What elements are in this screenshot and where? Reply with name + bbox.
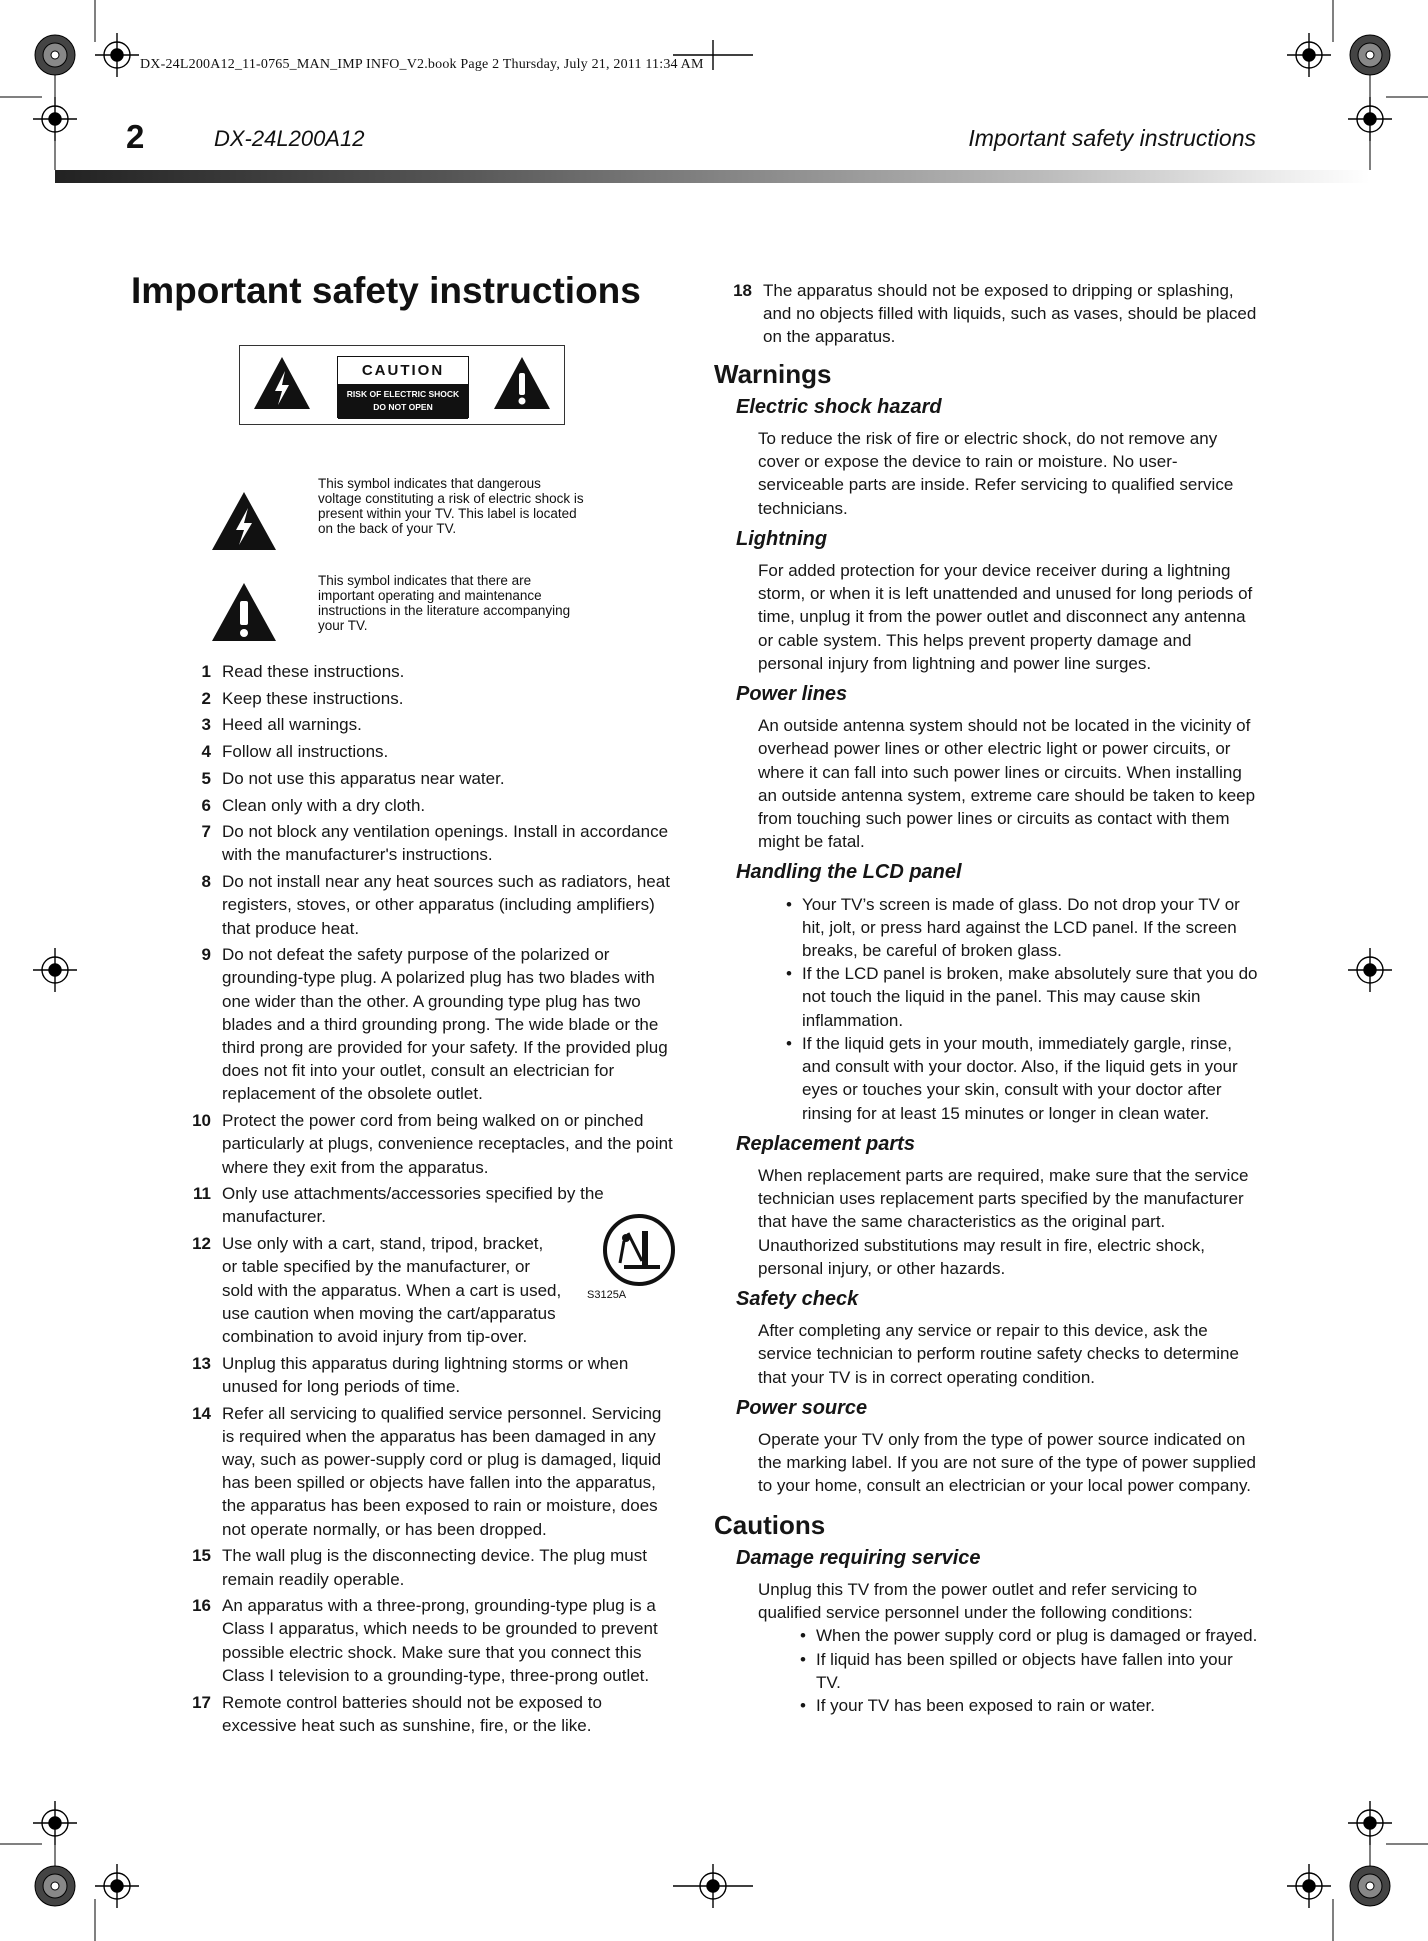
instruction-number: 14: [192, 1403, 211, 1423]
bullet-item: • If liquid has been spilled or objects have fallen into your TV.: [772, 1648, 1259, 1694]
instruction-number: 13: [192, 1353, 211, 1373]
page-title: Important safety instructions: [131, 270, 641, 311]
caution-line-1: RISK OF ELECTRIC SHOCK: [346, 389, 460, 399]
caution-line-2: DO NOT OPEN: [373, 402, 433, 412]
bullet-item: • If your TV has been exposed to rain or water.: [772, 1694, 1259, 1717]
section-heading: Power source: [736, 1396, 868, 1419]
section-heading: Lightning: [736, 527, 828, 550]
exclamation-icon: [210, 581, 278, 643]
instruction-item: [173, 713, 673, 736]
instruction-text: Do not install near any heat sources such as radiators, heat registers, stoves, or other apparatus (including amplifiers) that produce heat.: [222, 872, 670, 938]
warnings-heading: Warnings: [714, 358, 832, 389]
instruction-number: 10: [192, 1111, 211, 1131]
section-heading: Replacement parts: [736, 1132, 915, 1155]
instruction-item: [173, 767, 673, 790]
bullet-item: • When the power supply cord or plug is damaged or frayed.: [772, 1624, 1259, 1647]
instruction-item: [714, 279, 1259, 349]
instruction-item: [173, 1691, 673, 1737]
section-heading: Power lines: [736, 683, 848, 706]
voltage-symbol-description: This symbol indicates that dangerous voltage constituting a risk of electric shock is present within your TV. This label is located on the back of your TV.: [318, 476, 584, 536]
instruction-item: [173, 943, 673, 1105]
instruction-number: 12: [192, 1234, 211, 1254]
instruction-text: Protect the power cord from being walked on or pinched particularly at plugs, convenience receptacles, and the point where they exit from the apparatus.: [222, 1111, 673, 1177]
instruction-text: Do not defeat the safety purpose of the polarized or grounding-type plug. A polarized plug has two blades with one wider than the other. A grounding type plug has two blades and a third grounding prong. The wide blade or the third prong are provided for your safety. If the provided plug does not fit into your outlet, consult an electrician for replacement of the obsolete outlet.: [222, 945, 668, 1104]
instruction-number: 3: [201, 715, 211, 735]
caution-label: [239, 345, 565, 425]
instruction-text: The apparatus should not be exposed to dripping or splashing, and no objects filled with liquids, such as vases, should be placed on the apparatus.: [763, 281, 1257, 347]
instruction-item: [173, 870, 673, 940]
page-number: 2: [126, 118, 145, 155]
cautions-heading: Cautions: [714, 1509, 826, 1540]
instruction-number: 18: [733, 281, 752, 300]
right-column: [714, 279, 1259, 1725]
section-heading: Electric shock hazard: [736, 395, 942, 418]
bullet-item: • If the LCD panel is broken, make absolutely sure that you do not touch the liquid in the panel. This may cause skin inflammation.: [758, 962, 1259, 1032]
instruction-text: Remote control batteries should not be exposed to excessive heat such as sunshine, fire, or the like.: [222, 1692, 602, 1735]
caution-heading: CAUTION: [338, 357, 468, 385]
instruction-number: 4: [201, 742, 211, 762]
instruction-text: Heed all warnings.: [222, 715, 362, 735]
voltage-warning-icon: [252, 355, 312, 411]
instruction-number: 9: [201, 945, 211, 965]
instruction-text: Clean only with a dry cloth.: [222, 795, 426, 815]
instruction-item: [173, 687, 673, 710]
header-rule: [55, 170, 1370, 183]
instruction-number: 15: [192, 1546, 211, 1566]
cart-label: S3125A: [587, 1289, 627, 1301]
section-text: For added protection for your device receiver during a lightning storm, or when it is left unattended and unused for long periods of time, unplug it from the power outlet and disconnect any antenna or cable system. This helps prevent property damage and personal injury from lightning and power line surges.: [758, 561, 1253, 673]
instruction-text: The wall plug is the disconnecting device. The plug must remain readily operable.: [222, 1546, 647, 1589]
attention-symbol-description: This symbol indicates that there are important operating and maintenance instructions in the literature accompanying your TV.: [318, 573, 571, 633]
bullet-item: • If the liquid gets in your mouth, immediately gargle, rinse, and consult with your doctor. Also, if the liquid gets in your eyes or touches your skin, consult with your doctor after rinsing for at least 15 minutes or longer in clean water.: [758, 1032, 1259, 1125]
instruction-number: 7: [201, 822, 211, 842]
instruction-item: [173, 794, 673, 817]
instruction-text: Refer all servicing to qualified service personnel. Servicing is required when the apparatus has been damaged in any way, such as power-supply cord or plug is damaged, liquid has been spilled or objects have fallen into the apparatus, the apparatus has been exposed to rain or moisture, does not operate normally, or has been dropped.: [222, 1403, 662, 1539]
instruction-item: [173, 740, 673, 763]
instruction-text: Use only with a cart, stand, tripod, bracket, or table specified by the manufacturer, or sold with the apparatus. When a cart is used, use caution when moving the cart/apparatus combination to avoid injury from tip-over.: [222, 1234, 562, 1346]
instruction-text: Read these instructions.: [222, 662, 405, 681]
instruction-text: Do not use this apparatus near water.: [222, 768, 505, 788]
instruction-number: 16: [192, 1596, 211, 1616]
instruction-item: [173, 1594, 673, 1687]
print-slug: DX-24L200A12_11-0765_MAN_IMP INFO_V2.book Page 2 Thursday, July 21, 2011 11:34 AM: [140, 57, 704, 72]
lcd-heading: Handling the LCD panel: [736, 861, 962, 884]
instruction-item: [173, 1182, 673, 1228]
instructions-left-column: [173, 660, 673, 1740]
model-number: DX-24L200A12: [214, 126, 365, 151]
instruction-item: [173, 820, 673, 866]
instruction-text: Unplug this apparatus during lightning storms or when unused for long periods of time.: [222, 1353, 629, 1396]
section-text: After completing any service or repair to this device, ask the service technician to perform routine safety checks to determine that your TV is in correct operating condition.: [758, 1321, 1239, 1387]
instruction-text: Only use attachments/accessories specified by the manufacturer.: [222, 1184, 604, 1227]
running-title: Important safety instructions: [968, 125, 1256, 151]
instruction-number: 11: [193, 1184, 211, 1204]
instruction-number: 5: [201, 768, 211, 788]
instruction-text: An apparatus with a three-prong, grounding-type plug is a Class I apparatus, which needs to be grounded to prevent possible electric shock. Make sure that you connect this Class I television to a grounding-type, three-prong outlet.: [222, 1596, 658, 1685]
instruction-text: Keep these instructions.: [222, 688, 404, 708]
instruction-item: [173, 1544, 673, 1590]
instruction-number: 2: [201, 688, 211, 708]
exclamation-warning-icon: [492, 355, 552, 411]
instruction-text: Do not block any ventilation openings. Install in accordance with the manufacturer's instructions.: [222, 822, 669, 865]
section-text: An outside antenna system should not be located in the vicinity of overhead power lines or other electric light or power circuits, or where it can fall into such power lines or circuits. When installing an outside antenna system, extreme care should be taken to keep from touching such power lines or circuits as contact with them might be fatal.: [758, 716, 1256, 852]
instruction-number: 8: [201, 872, 211, 892]
instruction-number: 17: [192, 1692, 211, 1712]
instruction-item: [173, 1402, 673, 1541]
instruction-number: 6: [201, 795, 211, 815]
bullet-item: • Your TV’s screen is made of glass. Do not drop your TV or hit, jolt, or press hard against the LCD panel. If the screen breaks, be careful of broken glass.: [758, 893, 1259, 963]
damage-service-intro: Unplug this TV from the power outlet and refer servicing to qualified service personnel under the following conditions:: [758, 1579, 1198, 1623]
damage-service-heading: Damage requiring service: [736, 1546, 981, 1569]
section-text: To reduce the risk of fire or electric shock, do not remove any cover or expose the device to rain or moisture. No user-serviceable parts are inside. Refer servicing to qualified service technicians.: [758, 429, 1234, 518]
instruction-item: [173, 1352, 673, 1398]
lightning-bolt-icon: [210, 490, 278, 552]
section-heading: Safety check: [736, 1287, 859, 1310]
instruction-number: 1: [201, 662, 211, 681]
section-text: Operate your TV only from the type of power source indicated on the marking label. If you are not sure of the type of power supplied to your home, consult an electrician or your local power company.: [758, 1429, 1257, 1496]
instruction-text: Follow all instructions.: [222, 742, 389, 762]
instruction-item: [173, 1109, 673, 1179]
instruction-item: [173, 660, 673, 683]
cart-tip-over-icon: [602, 1213, 676, 1287]
section-text: When replacement parts are required, make sure that the service technician uses replacement parts specified by the manufacturer that have the same characteristics as the original part. Unauthorized substitutions may result in fire, electric shock, personal injury, or other hazards.: [758, 1165, 1249, 1278]
